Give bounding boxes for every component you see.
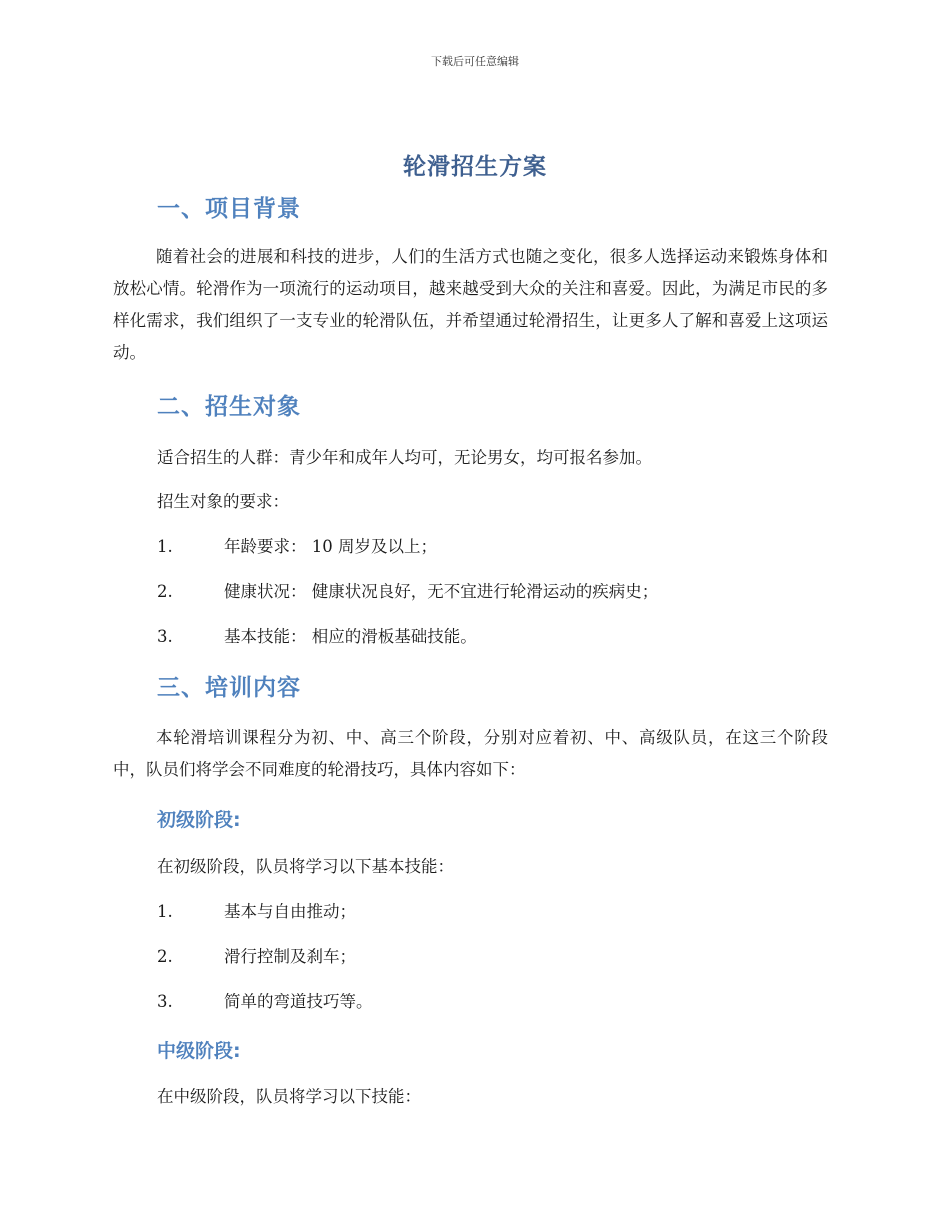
page-header-note: 下载后可任意编辑 <box>431 55 519 68</box>
section-paragraph-training: 本轮滑培训课程分为初、中、高三个阶段，分别对应着初、中、高级队员，在这三个阶段中，队员们将学会不同难度的轮滑技巧，具体内容如下： <box>113 728 828 779</box>
enrollment-requirements-label: 招生对象的要求： <box>157 492 289 511</box>
list-item <box>157 625 477 649</box>
enrollment-audience-line: 适合招生的人群：青少年和成年人均可，无论男女，均可报名参加。 <box>157 448 652 467</box>
section-heading-training-content: 三、培训内容 <box>157 675 301 701</box>
list-number: 3. <box>157 992 173 1011</box>
list-item <box>157 900 356 924</box>
list-text: 年龄要求： 10 周岁及以上； <box>224 537 437 556</box>
beginner-intro: 在初级阶段，队员将学习以下基本技能： <box>157 857 454 876</box>
section-paragraph-background: 随着社会的进展和科技的进步，人们的生活方式也随之变化，很多人选择运动来锻炼身体和放松心情。轮滑作为一项流行的运动项目，越来越受到大众的关注和喜爱。因此，为满足市民的多样化需求，我们组织了一支专业的轮滑队伍，并希望通过轮滑招生，让更多人了解和喜爱上这项运动。 <box>113 247 828 362</box>
list-number: 2. <box>157 947 173 966</box>
list-number: 1. <box>157 902 173 921</box>
list-text: 简单的弯道技巧等。 <box>224 992 373 1011</box>
list-text: 基本技能： 相应的滑板基础技能。 <box>224 627 477 646</box>
list-text: 滑行控制及刹车； <box>224 947 356 966</box>
intermediate-intro: 在中级阶段，队员将学习以下技能： <box>157 1087 421 1106</box>
section-heading-enrollment-target: 二、招生对象 <box>157 394 301 420</box>
section-heading-background: 一、项目背景 <box>157 196 301 222</box>
list-text: 基本与自由推动； <box>224 902 356 921</box>
list-item <box>157 580 658 604</box>
subheading-intermediate: 中级阶段: <box>157 1040 241 1062</box>
subheading-beginner: 初级阶段: <box>157 809 241 831</box>
document-title: 轮滑招生方案 <box>403 154 547 180</box>
list-number: 3. <box>157 627 173 646</box>
list-item <box>157 990 373 1014</box>
list-number: 1. <box>157 537 173 556</box>
list-item <box>157 535 437 559</box>
list-number: 2. <box>157 582 173 601</box>
list-item <box>157 945 356 969</box>
list-text: 健康状况： 健康状况良好，无不宜进行轮滑运动的疾病史； <box>224 582 659 601</box>
